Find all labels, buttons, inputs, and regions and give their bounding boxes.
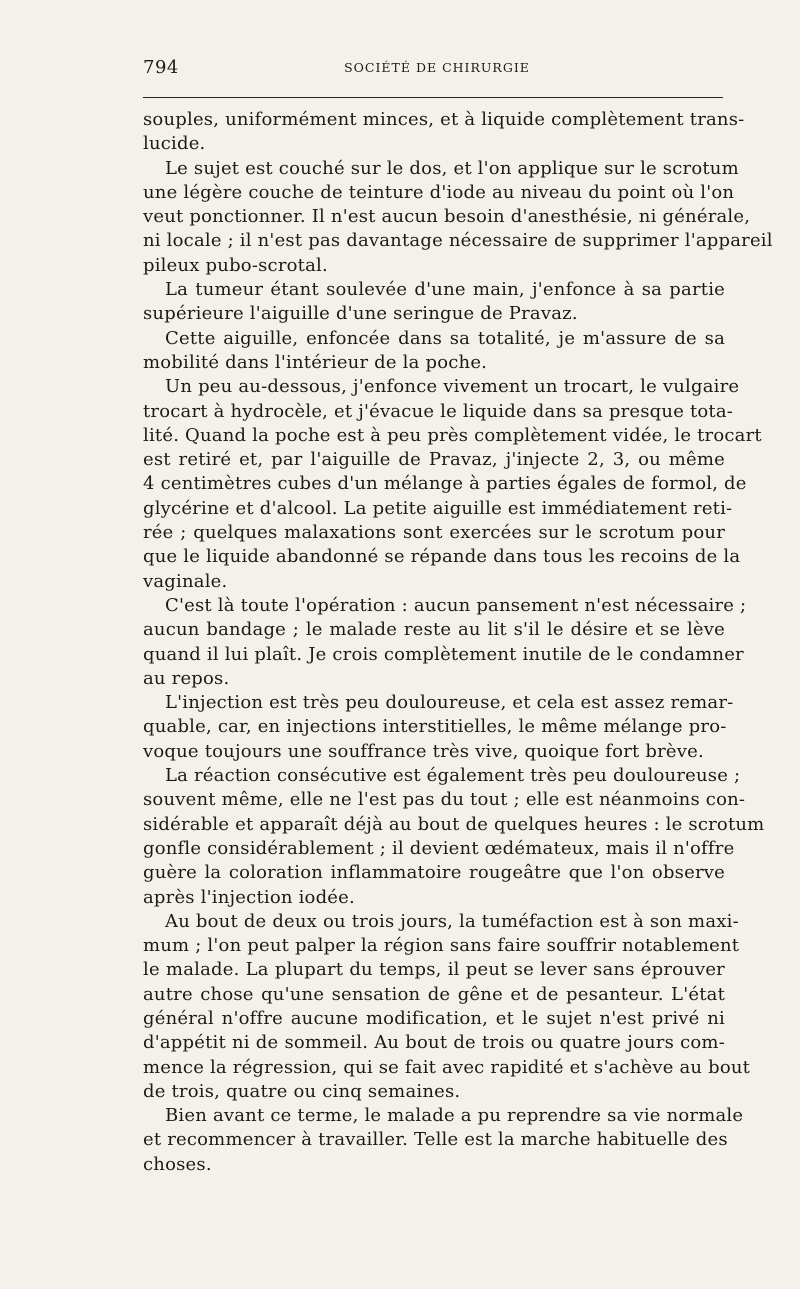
text-line: glycérine et d'alcool. La petite aiguille est immédiatement reti- (143, 497, 733, 519)
text-line: Au bout de deux ou trois jours, la tuméfaction est à son maxi- (165, 910, 739, 932)
text-line: mobilité dans l'intérieur de la poche. (143, 351, 488, 373)
text-line: sidérable et apparaît déjà au bout de quelques heures : le scrotum (143, 813, 765, 835)
text-line: C'est là toute l'opération : aucun pansement n'est nécessaire ; (165, 594, 747, 616)
text-line: 4 centimètres cubes d'un mélange à parties égales de formol, de (143, 473, 747, 495)
text-line: trocart à hydrocèle, et j'évacue le liquide dans sa presque tota- (143, 400, 734, 422)
running-head (143, 57, 723, 81)
text-line: Un peu au-dessous, j'enfonce vivement un trocart, le vulgaire (165, 376, 740, 398)
text-line: d'appétit ni de sommeil. Au bout de trois ou quatre jours com- (143, 1032, 725, 1054)
text-line: quand il lui plaît. Je crois complètement inutile de le condamner (143, 643, 744, 665)
text-line: aucun bandage ; le malade reste au lit s'il le désire et se lève (143, 619, 725, 641)
text-line: Le sujet est couché sur le dos, et l'on applique sur le scrotum (165, 157, 739, 179)
text-line: La réaction consécutive est également très peu douloureuse ; (165, 765, 741, 787)
text-line: est retiré et, par l'aiguille de Pravaz, j'injecte 2, 3, ou même (143, 449, 725, 471)
header-rule (143, 97, 723, 98)
text-line: rée ; quelques malaxations sont exercées sur le scrotum pour (143, 522, 725, 544)
text-line: mence la régression, qui se fait avec rapidité et s'achève au bout (143, 1056, 751, 1078)
text-line: souvent même, elle ne l'est pas du tout ; elle est néanmoins con- (143, 789, 746, 811)
text-line: Cette aiguille, enfoncée dans sa totalité, je m'assure de sa (165, 327, 725, 349)
text-line: quable, car, en injections interstitielles, le même mélange pro- (143, 716, 727, 738)
text-line: général n'offre aucune modification, et le sujet n'est privé ni (143, 1007, 725, 1029)
text-line: supérieure l'aiguille d'une seringue de Pravaz. (143, 303, 578, 325)
text-line: L'injection est très peu douloureuse, et cela est assez remar- (165, 692, 734, 714)
text-line: après l'injection iodée. (143, 886, 355, 908)
text-line: mum ; l'on peut palper la région sans faire souffrir notablement (143, 935, 740, 957)
text-line: et recommencer à travailler. Telle est la marche habituelle des (143, 1129, 728, 1151)
text-line: La tumeur étant soulevée d'une main, j'enfonce à sa partie (165, 279, 725, 301)
text-line: veut ponctionner. Il n'est aucun besoin d'anesthésie, ni générale, (143, 206, 751, 228)
text-line: le malade. La plupart du temps, il peut se lever sans éprouver (143, 959, 725, 981)
text-line: Bien avant ce terme, le malade a pu reprendre sa vie normale (165, 1105, 744, 1127)
text-line: souples, uniformément minces, et à liquide complètement trans- (143, 109, 745, 130)
text-line: gonfle considérablement ; il devient œdémateux, mais il n'offre (143, 837, 735, 859)
page-number: 794 (143, 57, 179, 78)
running-title: SOCIÉTÉ DE CHIRURGIE (344, 60, 530, 75)
body-text (143, 108, 773, 1177)
text-line: lité. Quand la poche est à peu près complètement vidée, le trocart (143, 424, 762, 446)
text-line: pileux pubo-scrotal. (143, 254, 328, 276)
text-line: vaginale. (143, 570, 228, 592)
text-line: autre chose qu'une sensation de gêne et de pesanteur. L'état (143, 983, 725, 1005)
text-line: une légère couche de teinture d'iode au niveau du point où l'on (143, 181, 735, 203)
text-line: que le liquide abandonné se répande dans tous les recoins de la (143, 546, 741, 568)
text-line: guère la coloration inflammatoire rougeâtre que l'on observe (143, 862, 725, 884)
text-line: choses. (143, 1153, 212, 1175)
text-line: de trois, quatre ou cinq semaines. (143, 1080, 461, 1102)
text-line: au repos. (143, 667, 230, 689)
text-line: lucide. (143, 133, 206, 155)
text-line: voque toujours une souffrance très vive, quoique fort brève. (143, 740, 704, 762)
text-line: ni locale ; il n'est pas davantage nécessaire de supprimer l'appareil (143, 230, 773, 252)
